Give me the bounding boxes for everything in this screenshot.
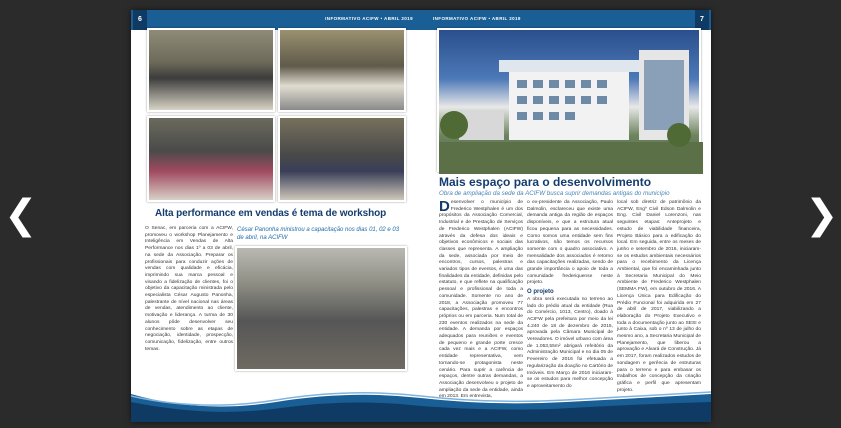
column-2-section-text: A obra será executada no terreno ao lado do prédio atual da entidade (Rua do Comércio, 1013, Centro), doado à ACIFW pela prefeitura por meio da lei 4.240 de 18 de dezembro de 2015, aprovada pela Câmara Municipal de Vereadores. O imóvel urbano com área de 1.053,55m² abrigará refeitório da Administração Municipal e no dia 05 de Fevereiro de 2016 foi efetuada a regularização da doação no Cartório de Imóveis. Em Março de 2016 iniciaram-se os estudos para melhor concepção e aproveitamento do bbox=[527, 296, 613, 389]
right-page-wave-decoration bbox=[421, 384, 711, 422]
right-page bbox=[421, 10, 711, 422]
photo-award-women bbox=[147, 116, 275, 202]
magazine-spread bbox=[131, 10, 711, 422]
dropcap-letter: D bbox=[439, 198, 450, 215]
right-article-column-1 bbox=[439, 198, 523, 400]
column-2-intro-text: o ex-presidente da Associação, Paulo Dalmolin, esclareceu que existe uma demanda antiga da região de espaços disponíveis, e que a estrutura atual ficou pequena para as necessidades. Como somos uma entidade sem fins lucrativos, não temos os recursos somente com o quadro associativo. A mensalidade dos associados é retorno das capacitações realizadas, sendo de grande importância o apoio de toda a comunidade frederiquense neste projeto. bbox=[527, 200, 613, 286]
next-page-arrow-icon[interactable]: ❯ bbox=[805, 192, 839, 238]
photo-audience-1 bbox=[278, 28, 406, 112]
left-page-number: 6 bbox=[133, 10, 147, 30]
right-page-header-bar bbox=[421, 10, 711, 30]
left-page-wave-decoration bbox=[131, 384, 421, 422]
workshop-caption: César Panonha ministrou a capacitação nos dias 01, 02 e 03 de abril, na ACIFW bbox=[237, 227, 400, 241]
right-article-column-3: local sob diretriz de patrimônio da ACIFW, Engº Civil Edson Dalmolin e Eng. Civil Daniel Lorenzoni, nas seguintes etapas: Anteprojeto e estudo de viabilidade financeira, Projeto Básico para a edificação do local. Em seguida, entre os meses de junho e setembro de 2016, iniciaram-se os estudos ambientais necessários para o recebimento da Licença Ambiental, que foi encaminhada junto à Secretaria Municipal do Meio Ambiente de Frederico Westphalen (SEMMA FW), em outubro de 2016. A Licença Única para Edificação do Prédio Funcional foi adquirida em 27 de abril de 2017, viabilizando a elaboração do Projeto Executivo e toda a documentação junto ao SESI e junto à Caixa, sob o nº 13 de julho do mesmo ano, a Secretaria Municipal de Planejamento, que liberou a aprovação e Alvará de Construção. Já em 2017, foram realizados estudos de sondagem e gerência de estruturas para o terreno e para embasar os trabalhos de concepção da criação gráfica e perfil que apresentam projeto. bbox=[617, 200, 701, 393]
building-illustration bbox=[439, 30, 703, 174]
previous-page-arrow-icon[interactable]: ❮ bbox=[4, 192, 38, 238]
section-heading-projeto: O projeto bbox=[527, 289, 554, 296]
photo-award-group bbox=[278, 116, 406, 202]
left-article-body: O Senac, em parceria com a ACIFW, promoveu o workshop Planejamento e Inteligência em Vendas de Alta Performance nos dias 1º a 03 de abril, na sede da Associação. Preparar os profissionais para conduzir ações de vendas com qualidade e eficácia, imprimindo sua marca pessoal e visando a fidelização de clientes, foi o objetivo da capacitação ministrada pelo especialista César Augusto Panonha, palestrante de nível nacional nas áreas de vendas, atendimento ao cliente, motivação e liderança. A turma de 30 alunos pôde desenvolver seu conhecimento sobre as etapas de negociação, identidade, prospecção, comunicação, fidelização, entre outros temas. bbox=[145, 226, 233, 352]
right-article-title: Mais espaço para o desenvolvimento bbox=[439, 175, 652, 189]
left-page-header-text: INFORMATIVO ACIFW • ABRIL 2019 bbox=[325, 16, 413, 21]
column-1-text: esenvolver o município de Frederico Westphalen é um dos propósitos da Associação Comercial, Industrial e de Prestação de Serviços de Frederico Westphalen (ACIFW) através da defesa dos ideais e objetivos econômicos e sociais das classes que representa. A ampliação da sede, associada por meio de encontros, cursos, palestras e variados tipos de eventos, é uma das finalidades da entidade, definidas pelo estatuto, e que reflete na qualificação pessoal e profissional de toda a comunidade. Somente no ano de 2018, a Associação promoveu 77 capacitações, palestras e encontros próprios ou em parceria. Num total de 230 eventos realizados na sede da entidade. A demanda por espaços adequados para reuniões e eventos de pequeno e grande porte cresce cada vez mais e a ACIFW, como entidade representativa, vem tornando-se protagonista neste cenário. Para suprir a carência de espaços, dentre outras demandas, a Associação desenvolveu o projeto de ampliação da sede da entidade, ainda em 2013. Em entrevista, bbox=[439, 200, 523, 400]
right-article-subtitle: Obra de ampliação da sede da ACIFW busca suprir demandas antigas do município bbox=[439, 190, 670, 197]
left-page-header-bar bbox=[131, 10, 421, 30]
left-article-title: Alta performance em vendas é tema de workshop bbox=[155, 208, 387, 219]
photo-workshop-classroom bbox=[235, 246, 407, 371]
photo-building-rendering bbox=[437, 28, 701, 172]
right-page-header-text: INFORMATIVO ACIFW • ABRIL 2019 bbox=[433, 16, 521, 21]
right-page-number: 7 bbox=[695, 10, 709, 30]
left-page bbox=[131, 10, 421, 422]
photo-group-event-1 bbox=[147, 28, 275, 112]
right-article-column-2 bbox=[527, 200, 613, 389]
